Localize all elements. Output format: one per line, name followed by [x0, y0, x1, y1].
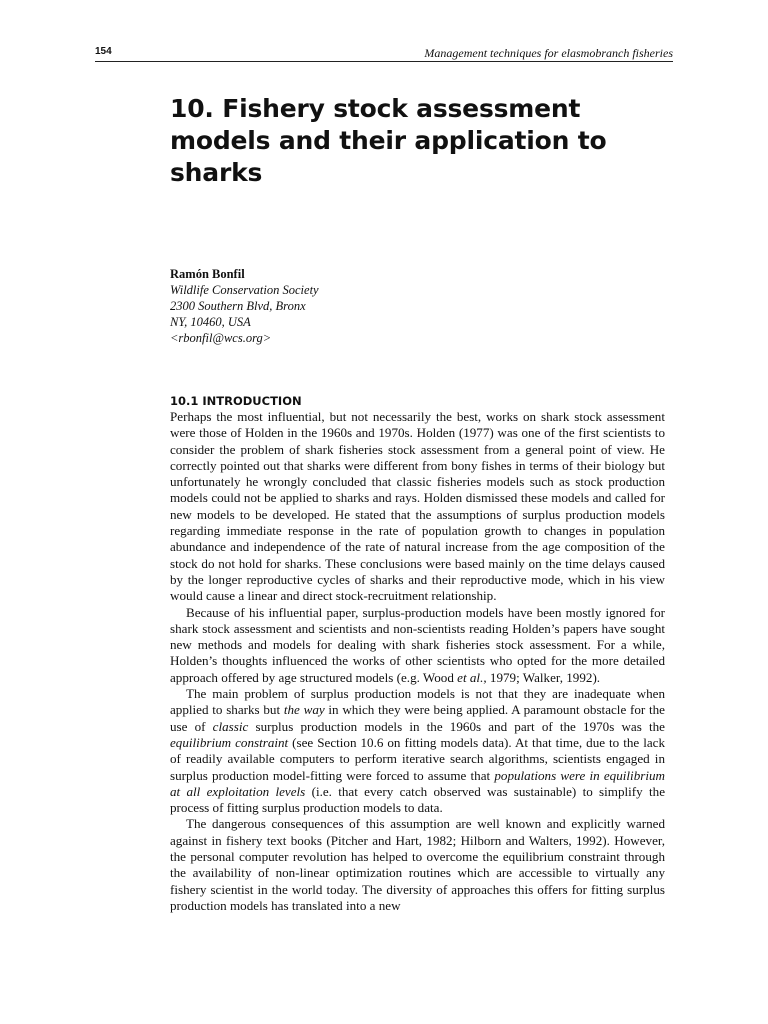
paragraph-3-italic: populations were in equilibrium at all exploitation levels — [170, 767, 665, 799]
paragraph-2-text: 1979; Walker, 1992). — [486, 669, 601, 685]
paragraph-3-text: surplus production models in the 1960s and part of the 1970s was the — [248, 718, 665, 734]
paragraph-1: Perhaps the most influential, but not necessarily the best, works on shark stock assessment were those of Holden in the 1960s and 1970s. Holden (1977) was one of the first scientists to consider the problem of shark fisheries stock assessment from a general point of view. He correctly pointed out that sharks were different from bony fishes in terms of their biology but unfortunately he wrongly concluded that classic fisheries models such as stock production models could not be applied to sharks and rays. Holden dismissed these models and called for new models to be developed. He stated that the assumptions of surplus production models regarding immediate response in the rate of population growth to changes in population abundance and independence of the rate of natural increase from the age composition of the stock do not hold for sharks. These conclusions were based mainly on the time delays caused by the longer reproductive cycles of sharks and their reproductive mode, which in his view would cause a linear and direct stock-recruitment relationship. — [170, 409, 665, 604]
running-head: Management techniques for elasmobranch fisheries — [424, 46, 673, 60]
paragraph-2-italic: et al., — [457, 669, 487, 685]
page-number: 154 — [95, 46, 112, 57]
paragraph-3-text: The main problem of surplus production models is not that they are inadequate when applied to sharks but — [170, 686, 665, 718]
author-block — [170, 266, 319, 346]
paragraph-3-italic: equilibrium constraint — [170, 734, 289, 750]
paragraph-2 — [170, 605, 665, 686]
chapter-title: 10. Fishery stock assessment models and their application to sharks — [170, 94, 607, 187]
author-name: Ramón Bonfil — [170, 267, 245, 281]
page-header — [95, 43, 673, 61]
paragraph-3-text: (i.e. that every catch observed was sustainable) to simplify the process of fitting surplus production models to data. — [170, 783, 666, 816]
author-email: <rbonfil@wcs.org> — [170, 331, 272, 345]
paragraph-3 — [170, 686, 665, 816]
paragraph-3-italic: classic — [212, 718, 249, 734]
paragraph-3-italic: the way — [283, 702, 325, 718]
section-heading: 10.1 INTRODUCTION — [170, 394, 302, 408]
paragraph-2-text: Because of his influential paper, surplus-production models have been mostly ignored for shark stock assessment and scientists and non-scientists reading Holden’s papers have sought new methods and models for dealing with shark fisheries stock assessment. For a while, Holden’s thoughts influenced the works of other scientists who opted for the more detailed approach offered by age structured models (e.g. Wood — [170, 604, 665, 685]
affiliation-org: Wildlife Conservation Society — [170, 283, 319, 297]
paragraph-3-text: in which they were being applied. A paramount obstacle for the use of — [170, 702, 665, 734]
header-rule — [95, 61, 673, 62]
paragraph-3-text: (see Section 10.6 on fitting models data). At that time, due to the lack of readily available computers to perform iterative search algorithms, scientists engaged in surplus production model-fitting were forced to assume that — [170, 734, 665, 783]
affiliation-city: NY, 10460, USA — [170, 315, 251, 329]
paragraph-4: The dangerous consequences of this assumption are well known and explicitly warned against in fishery text books (Pitcher and Hart, 1982; Hilborn and Walters, 1992). However, the personal computer revolution has helped to overcome the equilibrium constraint through the availability of non-linear optimization routines which are accessible to virtually any fishery scientist in the world today. The diversity of approaches this offers for fitting surplus production models has translated into a new — [170, 816, 665, 913]
body-text — [170, 409, 665, 914]
affiliation-street: 2300 Southern Blvd, Bronx — [170, 299, 306, 313]
